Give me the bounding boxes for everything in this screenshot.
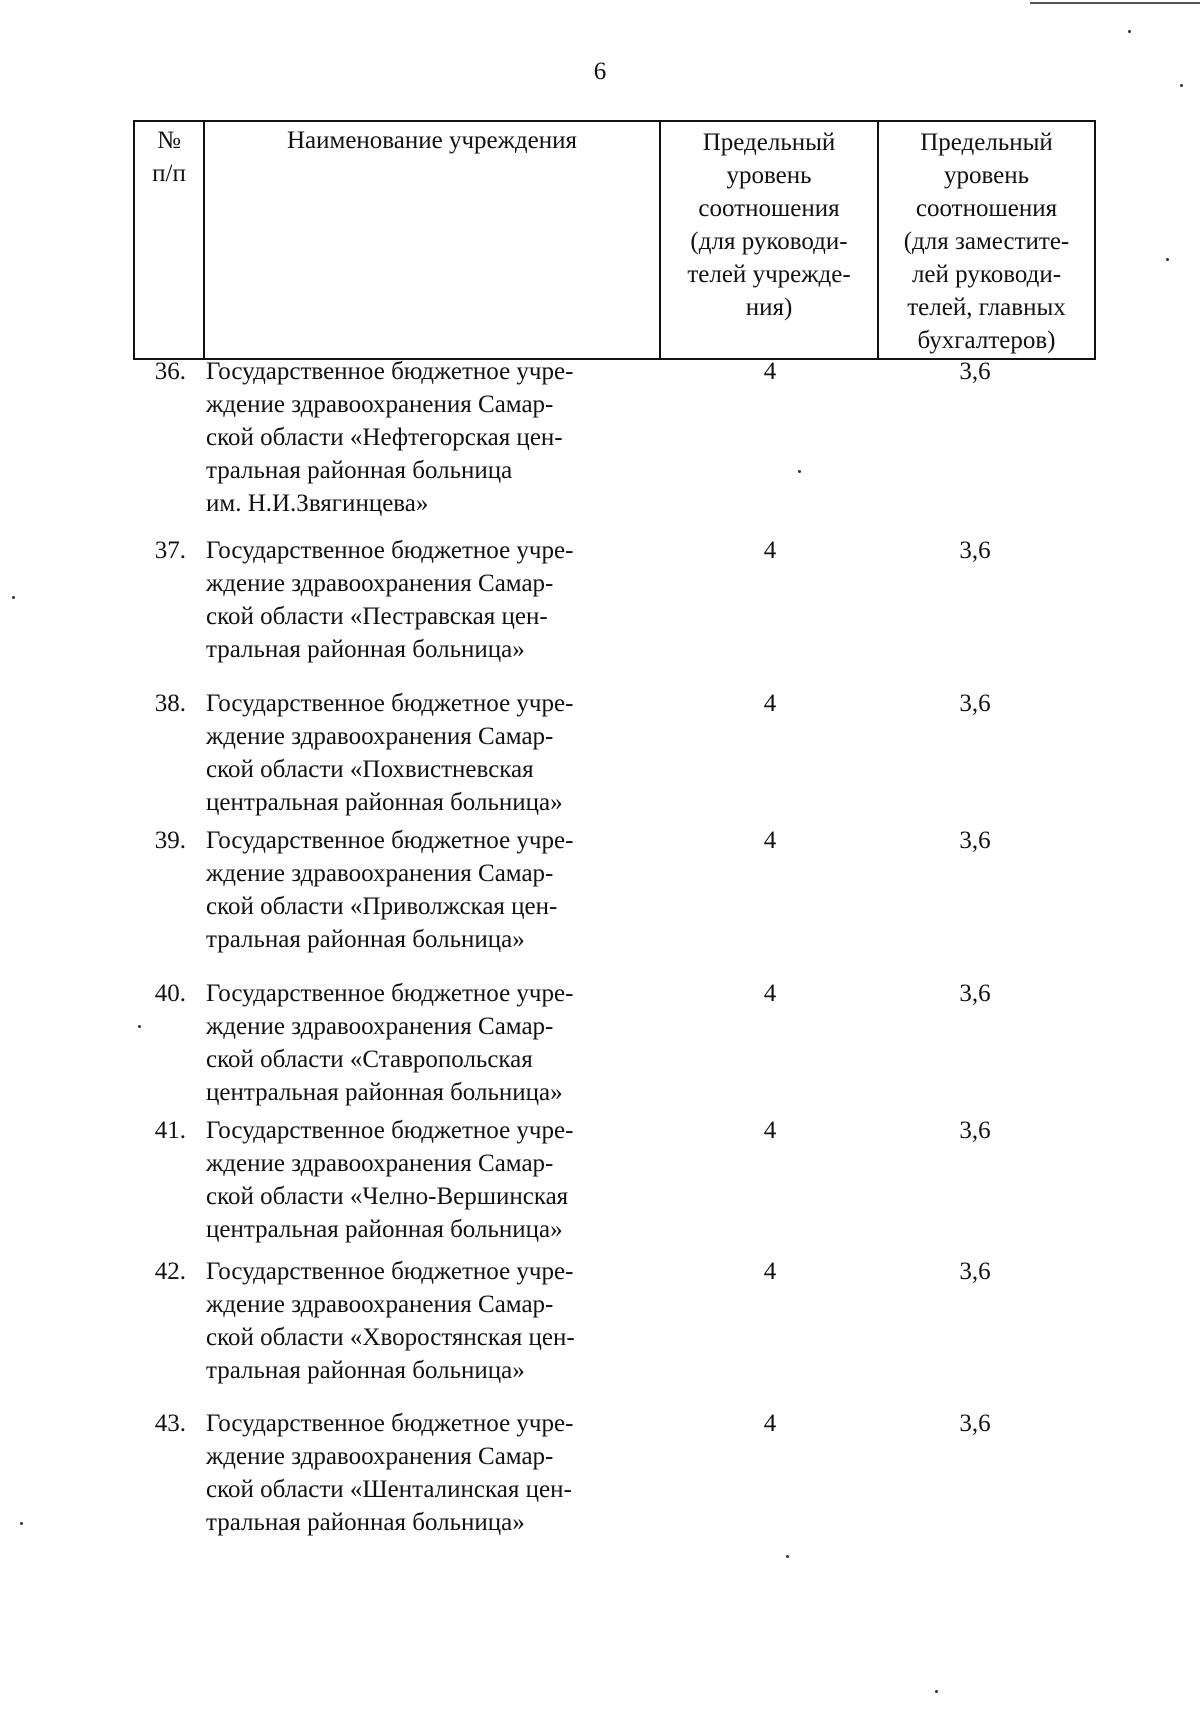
institution-name: Государственное бюджетное учре- ждение здравоохранения Самар- ской области «Приволжская цен- тральная районная больница» xyxy=(206,827,574,953)
scan-speck xyxy=(138,1025,141,1028)
scan-speck xyxy=(1128,30,1131,33)
scan-speck xyxy=(798,470,801,473)
header-head-ratio-column: Предельный уровень соотношения (для руководи- телей учрежде- ния) xyxy=(661,122,879,358)
row-number: 38. xyxy=(154,690,186,717)
head-ratio-value: 4 xyxy=(763,690,777,717)
header-deputy-ratio-column: Предельный уровень соотношения (для заместите- лей руководи- телей, главных бухгалтеров) xyxy=(903,129,1070,354)
deputy-ratio-value: 3,6 xyxy=(959,827,991,854)
head-ratio-value: 4 xyxy=(763,537,777,564)
institution-name: Государственное бюджетное учре- ждение здравоохранения Самар- ской области «Похвистневская центральная районная больница» xyxy=(206,690,574,816)
header-institution-column: Наименование учреждения xyxy=(205,122,661,358)
row-number: 43. xyxy=(154,1410,186,1437)
row-number: 36. xyxy=(154,358,186,385)
head-ratio-value: 4 xyxy=(763,1410,777,1437)
row-number: 42. xyxy=(154,1258,186,1285)
deputy-ratio-value: 3,6 xyxy=(959,980,991,1007)
deputy-ratio-value: 3,6 xyxy=(959,1117,991,1144)
head-ratio-value: 4 xyxy=(763,827,777,854)
deputy-ratio-value: 3,6 xyxy=(959,1410,991,1437)
institution-name: Государственное бюджетное учре- ждение здравоохранения Самар- ской области «Нефтегорская цен- тральная районная больница им. Н.И.Звягинцева» xyxy=(206,358,574,517)
head-ratio-value: 4 xyxy=(763,1258,777,1285)
scan-speck xyxy=(12,596,15,599)
row-number: 40. xyxy=(154,980,186,1007)
page-number: 6 xyxy=(593,58,607,85)
deputy-ratio-value: 3,6 xyxy=(959,358,991,385)
scan-speck xyxy=(20,1522,23,1525)
institution-name: Государственное бюджетное учре- ждение здравоохранения Самар- ской области «Челно-Вершинская центральная районная больница» xyxy=(206,1117,574,1243)
table-header xyxy=(133,120,1096,360)
scan-speck xyxy=(786,1555,789,1558)
institution-name: Государственное бюджетное учре- ждение здравоохранения Самар- ской области «Пестравская цен- тральная районная больница» xyxy=(206,537,574,663)
scan-speck xyxy=(1180,84,1183,87)
scan-speck xyxy=(1166,258,1169,261)
scan-speck xyxy=(935,1690,938,1693)
header-number-column: № п/п xyxy=(135,122,205,358)
row-number: 41. xyxy=(154,1117,186,1144)
head-ratio-value: 4 xyxy=(763,1117,777,1144)
institution-name: Государственное бюджетное учре- ждение здравоохранения Самар- ской области «Ставропольская центральная районная больница» xyxy=(206,980,574,1106)
deputy-ratio-value: 3,6 xyxy=(959,690,991,717)
institution-name: Государственное бюджетное учре- ждение здравоохранения Самар- ской области «Хворостянская цен- тральная районная больница» xyxy=(206,1258,575,1384)
institution-name: Государственное бюджетное учре- ждение здравоохранения Самар- ской области «Шенталинская цен- тральная районная больница» xyxy=(206,1410,574,1536)
deputy-ratio-value: 3,6 xyxy=(959,1258,991,1285)
head-ratio-value: 4 xyxy=(763,358,777,385)
head-ratio-value: 4 xyxy=(763,980,777,1007)
scan-edge-line xyxy=(1030,2,1200,4)
deputy-ratio-value: 3,6 xyxy=(959,537,991,564)
row-number: 39. xyxy=(154,827,186,854)
row-number: 37. xyxy=(154,537,186,564)
